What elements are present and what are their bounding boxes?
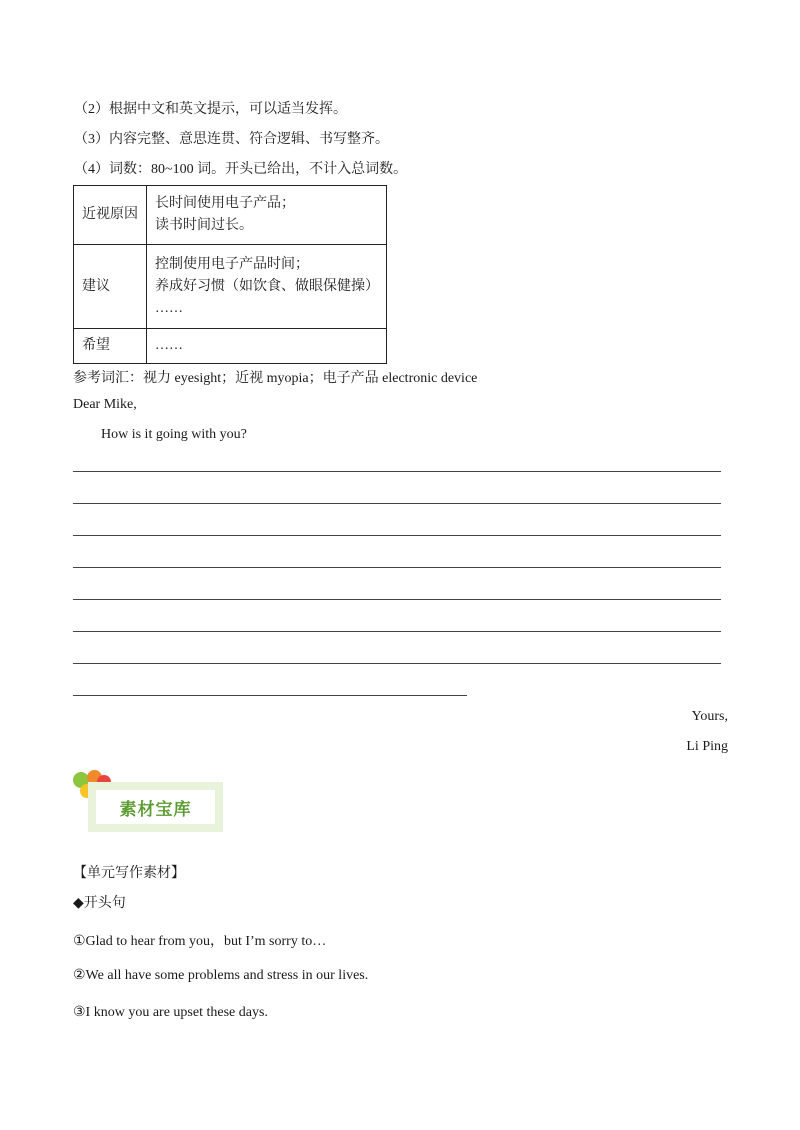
requirement-4: （4）词数：80~100 词。开头已给出，不计入总词数。: [74, 162, 408, 177]
row-label: 近视原因: [74, 186, 147, 245]
writing-line[interactable]: [73, 535, 721, 536]
row-line: ……: [155, 338, 183, 353]
logo-frame: [88, 782, 223, 832]
writing-line[interactable]: [73, 503, 721, 504]
writing-line[interactable]: [73, 567, 721, 568]
logo-label: 素材宝库: [119, 799, 192, 820]
row-line: ……: [155, 300, 183, 316]
section-logo: [70, 770, 230, 836]
row-content: [147, 329, 387, 364]
salutation: Dear Mike,: [73, 397, 137, 412]
section-subtitle: ◆开头句: [73, 896, 126, 911]
row-line: 控制使用电子产品时间；: [155, 256, 309, 272]
example-sentence: ②We all have some problems and stress in our lives.: [73, 968, 369, 983]
row-label: 希望: [74, 329, 147, 364]
row-label: 建议: [74, 245, 147, 329]
row-line: 长时间使用电子产品；: [155, 196, 295, 211]
row-line: 读书时间过长。: [155, 218, 253, 233]
vocab-line: 参考词汇：视力 eyesight；近视 myopia；电子产品 electronic device: [73, 371, 478, 386]
writing-line[interactable]: [73, 663, 721, 664]
row-content: [147, 245, 387, 329]
hint-table: [73, 185, 387, 364]
row-line: 养成好习惯（如饮食、做眼保健操）: [155, 278, 379, 294]
table-row: [74, 245, 387, 329]
requirement-2: （2）根据中文和英文提示，可以适当发挥。: [74, 102, 347, 117]
example-sentence: ③I know you are upset these days.: [73, 1005, 268, 1020]
table-row: [74, 329, 387, 364]
example-sentence: ①Glad to hear from you，but I’m sorry to…: [73, 934, 327, 949]
writing-line[interactable]: [73, 631, 721, 632]
writing-line[interactable]: [73, 695, 467, 696]
letter-closing: Yours,: [691, 709, 728, 724]
table-row: [74, 186, 387, 245]
writing-line[interactable]: [73, 471, 721, 472]
row-content: [147, 186, 387, 245]
requirement-3: （3）内容完整、意思连贯、符合逻辑、书写整齐。: [74, 132, 389, 147]
section-title: 【单元写作素材】: [73, 866, 185, 881]
logo-inner: [96, 790, 215, 824]
writing-line[interactable]: [73, 599, 721, 600]
letter-opening: How is it going with you?: [101, 427, 247, 442]
letter-signature: Li Ping: [686, 739, 728, 754]
